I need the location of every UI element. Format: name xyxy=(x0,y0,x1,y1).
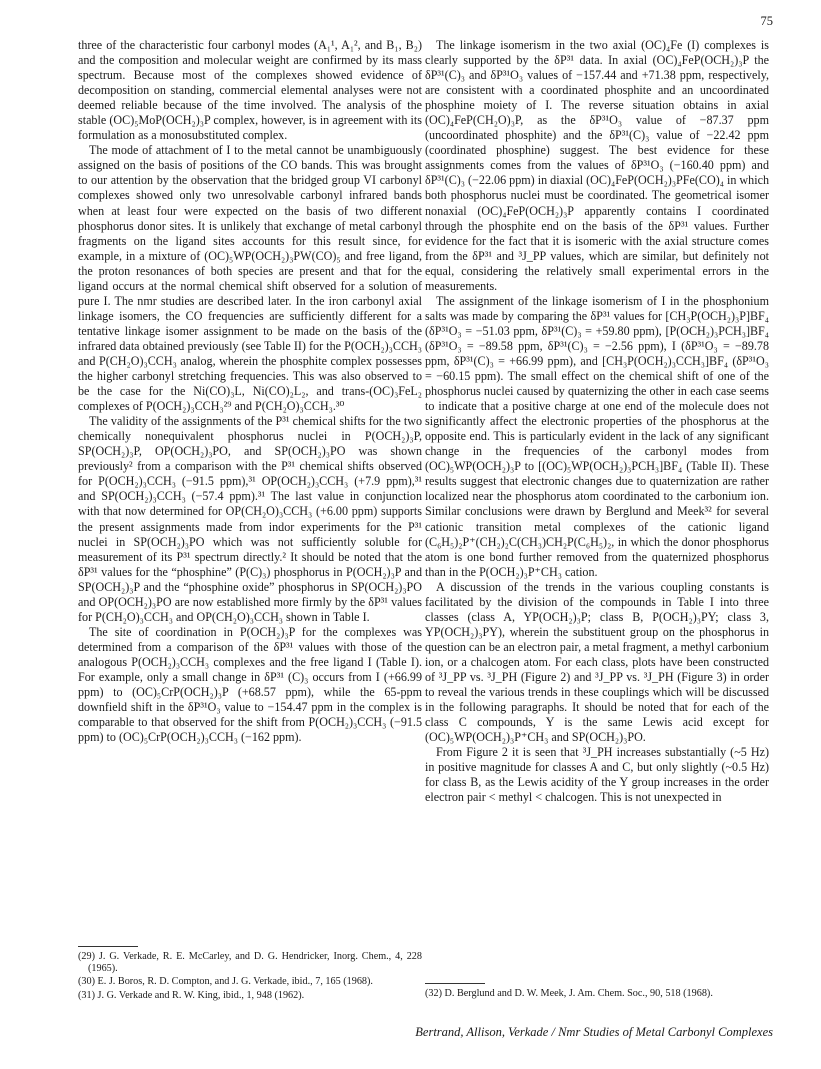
page-number: 75 xyxy=(760,14,773,28)
footnotes-right xyxy=(425,983,769,1001)
running-footer: Bertrand, Allison, Verkade / Nmr Studies of Metal Carbonyl Complexes xyxy=(415,1025,773,1039)
body-paragraph: The mode of attachment of I to the metal cannot be unambiguously assigned on the basis of positions of the CO bands. This was brought to our attention by the observation that the bridged group VI carbonyl complexes showed only two unresolvable carbonyl infrared bands when at least four were expected on the basis of two different phosphorus donor sites. It is unlikely that exchange of metal carbonyl fragments on the ligand sites accounts for this result since, for example, in a mixture of (OC)₅WP(OCH₂)₃PW(CO)₅ and free ligand, the proton resonances of both species are present and that for the ligand occurs at the normal chemical shift observed for a solution of pure I. The nmr studies are described later. In the iron carbonyl axial linkage isomers, the CO frequencies are sufficiently different for a tentative linkage isomer assignment to be made on the basis of the infrared data obtained previously (see Table II) for the P(OCH₂)₃CCH₃ and P(CH₂O)₃CCH₃ analog, wherein the phosphite complex possesses the higher carbonyl stretching frequencies. This was also observed to be the case for the Ni(CO)₃L, Ni(CO)₂L₂, and trans-(OC)₃FeL₂ complexes of P(OCH₂)₃CCH₃²⁹ and P(CH₂O)₃CCH₃.³⁰ xyxy=(78,143,422,414)
body-paragraph: three of the characteristic four carbonyl modes (A₁¹, A₁², and B₁, B₂) and the composition and molecular weight are confirmed by its mass spectrum. Because most of the complexes showed evidence of decomposition on standing, commercial elemental analyses were not deemed reliable because of the time involved. The analysis of the stable (OC)₅MoP(OCH₂)₃P complex, however, is in agreement with its formulation as a monosubstituted complex. xyxy=(78,38,422,143)
body-paragraph: From Figure 2 it is seen that ³J_PH increases substantially (~5 Hz) in positive magnitude for classes A and C, but only slightly (~0.5 Hz) for class B, as the Lewis acidity of the Y group increases in the order electron pair < methyl < chalcogen. This is not unexpected in xyxy=(425,745,769,805)
left-column xyxy=(78,38,422,745)
footnote: (29) J. G. Verkade, R. E. McCarley, and D. G. Hendricker, Inorg. Chem., 4, 228 (1965). xyxy=(78,951,422,975)
body-paragraph: The site of coordination in P(OCH₂)₃P for the complexes was determined from a comparison of the δP³¹ values with those of the analogous P(OCH₂)₃CCH₃ complexes and the free ligand I (Table I). For example, only a small change in δP³¹ (C)₃ occurs from I (+66.99 ppm) to (OC)₅CrP(OCH₂)₃P (+68.57 ppm), while the 65-ppm downfield shift in the δP³¹O₃ value to −154.47 ppm in the complex is comparable to that observed for the shift from P(OCH₂)₃CCH₃ (−91.5 ppm) to (OC)₅CrP(OCH₂)₃CCH₃ (−162 ppm). xyxy=(78,624,422,745)
body-paragraph: The validity of the assignments of the P³¹ chemical shifts for the two chemically nonequivalent phosphorus nuclei in P(OCH₂)₃P, SP(OCH₂)₃P, OP(OCH₂)₃PO, and SP(OCH₂)₃PO was shown previously² from a comparison with the P³¹ chemical shifts observed for P(OCH₂)₃CCH₃ (−91.5 ppm),³¹ OP(OCH₂)₃CCH₃ (+7.9 ppm),³¹ and SP(OCH₂)₃CCH₃ (−57.4 ppm).³¹ The last value in conjunction with that now determined for OP(CH₂O)₃CCH₃ (+6.00 ppm) supports the present assignments made from indor experiments for the P³¹ nuclei in SP(OCH₂)₃PO which was not sufficiently soluble for measurement of its P³¹ spectrum directly.² It should be noted that the δP³¹ values for the “phosphine” (P(C)₃) phosphorus in P(OCH₂)₃P and SP(OCH₂)₃P and the “phosphine oxide” phosphorus in SP(OCH₂)₃PO and OP(OCH₂)₃PO are now established more firmly by the δP³¹ values for P(CH₂O)₃CCH₃ and OP(CH₂O)₃CCH₃ shown in Table I. xyxy=(78,414,422,624)
footnote: (30) E. J. Boros, R. D. Compton, and J. G. Verkade, ibid., 7, 165 (1968). xyxy=(78,976,373,988)
right-column xyxy=(425,38,769,805)
footnote-rule xyxy=(425,983,485,984)
footnote: (31) J. G. Verkade and R. W. King, ibid., 1, 948 (1962). xyxy=(78,989,305,1001)
body-paragraph: The assignment of the linkage isomerism of I in the phosphonium salts was made by comparing the δP³¹ values for [CH₃P(OCH₂)₃P]BF₄ (δP³¹O₃ = −51.03 ppm, δP³¹(C)₃ = +59.80 ppm), [P(OCH₂)₃PCH₃]BF₄ (δP³¹O₃ = −89.58 ppm, δP³¹(C)₃ = −2.56 ppm), I (δP³¹O₃ = −89.78 ppm, δP³¹(C)₃ = +66.99 ppm), and [CH₃P(OCH₂)₃CCH₃]BF₄ (δP³¹O₃ = −60.15 ppm). The small effect on the chemical shift of one of the phosphorus nuclei caused by quaternizing the other in each case seems to indicate that a positive charge at one end of the molecule does not significantly affect the electronic properties of the phosphorus at the opposite end. This is particularly evident in the lack of any significant change in the frequencies of the carbonyl modes from (OC)₅WP(OCH₂)₃P to [(OC)₅WP(OCH₂)₃PCH₃]BF₄ (Table II). These results suggest that electronic changes due to quaternization are rather localized near the phosphorus atom coordinated to the carbonium ion. Similar conclusions were drawn by Berglund and Meek³² for several cationic transition metal complexes of the cationic ligand (C₆H₅)₂P⁺(CH₂)₂C(CH₃)CH₂P(C₆H₅)₂, in which the donor phosphorus atom is one bond further removed from the quaternized phosphorus than in the P(OCH₂)₃P⁺CH₃ cation. xyxy=(425,293,769,579)
body-paragraph: A discussion of the trends in the various coupling constants is facilitated by the division of the compounds in Table I into three classes (class A, YP(OCH₂)₃P; class B, P(OCH₂)₃PY; class 3, YP(OCH₂)₃PY), wherein the substituent group on the phosphorus in question can be an electron pair, a metal fragment, a methyl carbonium ion, or a chalcogen atom. For each class, plots have been constructed of ³J_PP vs. ³J_PH (Figure 2) and ³J_PP vs. ³J_PH (Figure 3) in order to reveal the various trends in these couplings which will be discussed in the following paragraphs. It should be noted that for each of the class C compounds, Y is the same Lewis acid except for (OC)₅WP(OCH₂)₃P⁺CH₃ and SP(OCH₂)₃PO. xyxy=(425,579,769,745)
footnotes-left xyxy=(78,946,422,1003)
footnote-rule xyxy=(78,946,138,947)
body-paragraph: The linkage isomerism in the two axial (OC)₄Fe (I) complexes is clearly supported by the δP³¹ data. In axial (OC)₄FeP(OCH₂)₃P the δP³¹(C)₃ and δP³¹O₃ values of −157.44 and +71.38 ppm, respectively, are consistent with a coordinated phosphite and an uncoordinated phosphine moiety of I. The reverse situation obtains in axial (OC)₄FeP(CH₂O)₃P, as the δP³¹O₃ value of −87.37 ppm (uncoordinated phosphite) and the δP³¹(C)₃ value of −22.42 ppm (coordinated phosphine) suggest. The best evidence for these assignments comes from the values of δP³¹O₃ (−160.40 ppm) and δP³¹(C)₃ (−22.06 ppm) in diaxial (OC)₄FeP(OCH₂)₃PFe(CO)₄ in which both phosphorus nuclei must be coordinated. The geometrical isomer nonaxial (OC)₄FeP(OCH₂)₃P apparently contains I coordinated through the phosphite end on the basis of the δP³¹ values. Further evidence for the fact that it is isomeric with the axial structure comes from the δP³¹ and ³J_PP values, which are similar, but definitely not equal, considering the relatively small experimental errors in the measurements. xyxy=(425,38,769,293)
footnote: (32) D. Berglund and D. W. Meek, J. Am. Chem. Soc., 90, 518 (1968). xyxy=(425,988,713,999)
